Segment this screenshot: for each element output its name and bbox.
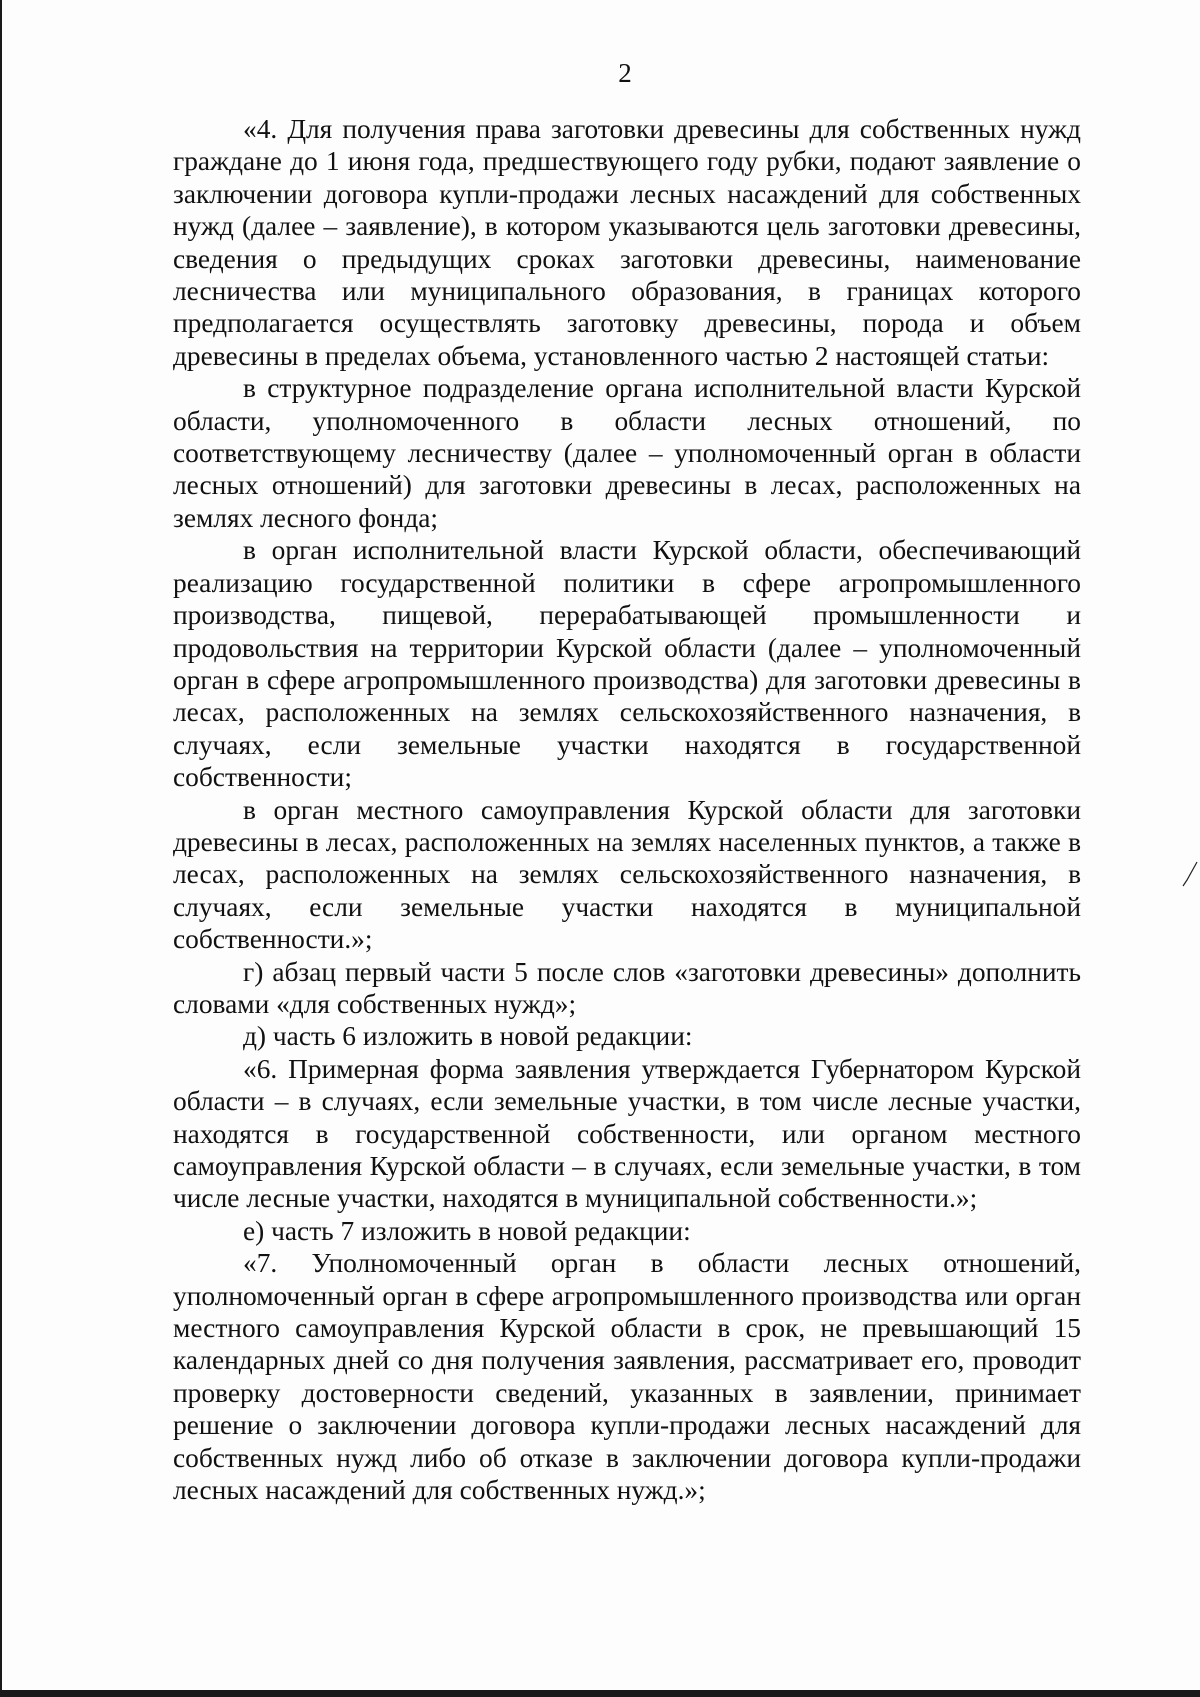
paragraph-amendment-e: е) часть 7 изложить в новой редакции: — [243, 1215, 691, 1246]
paragraph-amendment-d: д) часть 6 изложить в новой редакции: — [243, 1021, 693, 1052]
paragraph-4-main: «4. Для получения права заготовки древесины для собственных нужд граждане до 1 июня года, предшествующего году рубки, подают заявление о заключении договора купли-продажи лесных насаждений для собственных нужд (далее – заявление), в котором указываются цель заготовки древесины, сведения о предыдущих сроках заготовки древесины, наименование лесничества или муниципального образования, в границах которого предполагается осуществлять заготовку древесины, порода и объем древесины в пределах объема, установленного частью 2 настоящей статьи: — [173, 114, 1081, 371]
paragraph-agro-body: в орган исполнительной власти Курской области, обеспечивающий реализацию государственной политики в сфере агропромышленного производства, пищевой, перерабатывающей промышленности и продовольствия на территории Курской области (далее – уполномоченный орган в сфере агропромышленного производства) для заготовки древесины в лесах, расположенных на землях сельскохозяйственного назначения, в случаях, если земельные участки находятся в государственной собственности; — [173, 535, 1081, 793]
document-body — [173, 113, 1081, 1506]
paragraph-local-government: в орган местного самоуправления Курской области для заготовки древесины в лесах, расположенных на землях населенных пунктов, а также в лесах, расположенных на землях сельскохозяйственного назначения, в случаях, если земельные участки находятся в муниципальной собственности.»; — [173, 794, 1081, 955]
margin-pen-mark — [1182, 860, 1198, 888]
paragraph-amendment-g: г) абзац первый части 5 после слов «заготовки древесины» дополнить словами «для собственных нужд»; — [173, 956, 1081, 1019]
scan-bottom-edge — [0, 1690, 1200, 1697]
paragraph-forestry-body: в структурное подразделение органа исполнительной власти Курской области, уполномоченного в области лесных отношений, по соответствующему лесничеству (далее – уполномоченный орган в области лесных отношений) для заготовки древесины в лесах, расположенных на землях лесного фонда; — [173, 373, 1081, 533]
scan-left-edge — [0, 0, 2, 1697]
page-number: 2 — [618, 58, 632, 88]
paragraph-7-text: «7. Уполномоченный орган в области лесных отношений, уполномоченный орган в сфере агропромышленного производства или орган местного самоуправления Курской области в срок, не превышающий 15 календарных дней со дня получения заявления, рассматривает его, проводит проверку достоверности сведений, указанных в заявлении, принимает решение о заключении договора купли-продажи лесных насаждений для собственных нужд либо об отказе в заключении договора купли-продажи лесных насаждений для собственных нужд.»; — [173, 1248, 1081, 1506]
paragraph-6-text: «6. Примерная форма заявления утверждается Губернатором Курской области – в случаях, если земельные участки, в том числе лесные участки, находятся в государственной собственности, или органом местного самоуправления Курской области – в случаях, если земельные участки, в том числе лесные участки, находятся в муниципальной собственности.»; — [173, 1053, 1081, 1214]
